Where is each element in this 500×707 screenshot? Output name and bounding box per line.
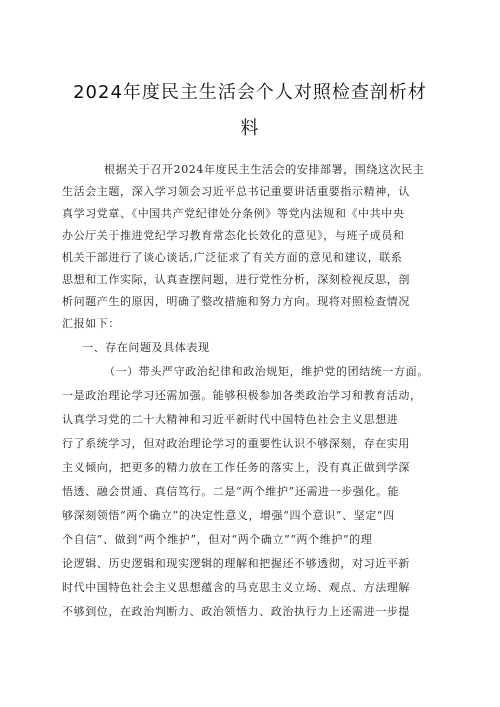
section-heading-1: 一、存在问题及具体表现: [82, 341, 210, 354]
intro-line-8: 汇报如下：: [62, 317, 120, 330]
intro-line-5: 机关干部进行了谈心谈话,广泛征求了有关方面的意见和建议，联系: [62, 251, 403, 264]
body-line-5: 悟透、融会贯通、真信笃行。二是“两个维护”还需进一步强化。能: [62, 485, 400, 498]
intro-line-4: 办公厅关于推进党纪学习教育常态化长效化的意见》，与班子成员和: [62, 229, 405, 242]
body-line-6: 够深刻领悟“两个确立”的决定性意义，增强“四个意识”、坚定“四: [62, 509, 395, 522]
document-title-line-1: 2024年度民主生活会个人对照检查剖析材: [73, 82, 427, 103]
body-line-10: 不够到位，在政治判断力、政治领悟力、政治执行力上还需进一步提: [62, 605, 410, 618]
intro-line-2: 生活会主题，深入学习领会习近平总书记重要讲话重要指示精神，认: [62, 185, 410, 198]
body-line-3: 行了系统学习，但对政治理论学习的重要性认识不够深刻，存在实用: [62, 437, 410, 450]
intro-line-7: 析问题产生的原因，明确了整改措施和努力方向。现将对照检查情况: [62, 295, 410, 308]
body-line-7: 个自信”、做到“两个维护”，但对“两个确立”“两个维护”的理: [62, 533, 373, 546]
body-line-8: 论逻辑、历史逻辑和现实逻辑的理解和把握还不够透彻，对习近平新: [62, 557, 410, 570]
body-line-1: 一是政治理论学习还需加强。能够积极参加各类政治学习和教育活动，: [62, 389, 422, 402]
body-line-9: 时代中国特色社会主义思想蕴含的马克思主义立场、观点、方法理解: [62, 581, 410, 594]
body-line-4: 主义倾向，把更多的精力放在工作任务的落实上，没有真正做到学深: [62, 461, 410, 474]
subsection-heading-1: （一）带头严守政治纪律和政治规矩，维护党的团结统一方面。: [104, 365, 429, 378]
intro-line-1: 根据关于召开2024年度民主生活会的安排部署，围绕这次民主: [104, 163, 425, 176]
document-title-line-2: 料: [240, 118, 260, 139]
intro-line-6: 思想和工作实际，认真查摆问题，进行党性分析，深刻检视反思，剖: [62, 273, 410, 286]
body-line-2: 认真学习党的二十大精神和习近平新时代中国特色社会主义思想进: [62, 413, 399, 426]
intro-line-3: 真学习党章、《中国共产党纪律处分条例》等党内法规和《中共中央: [62, 207, 405, 220]
